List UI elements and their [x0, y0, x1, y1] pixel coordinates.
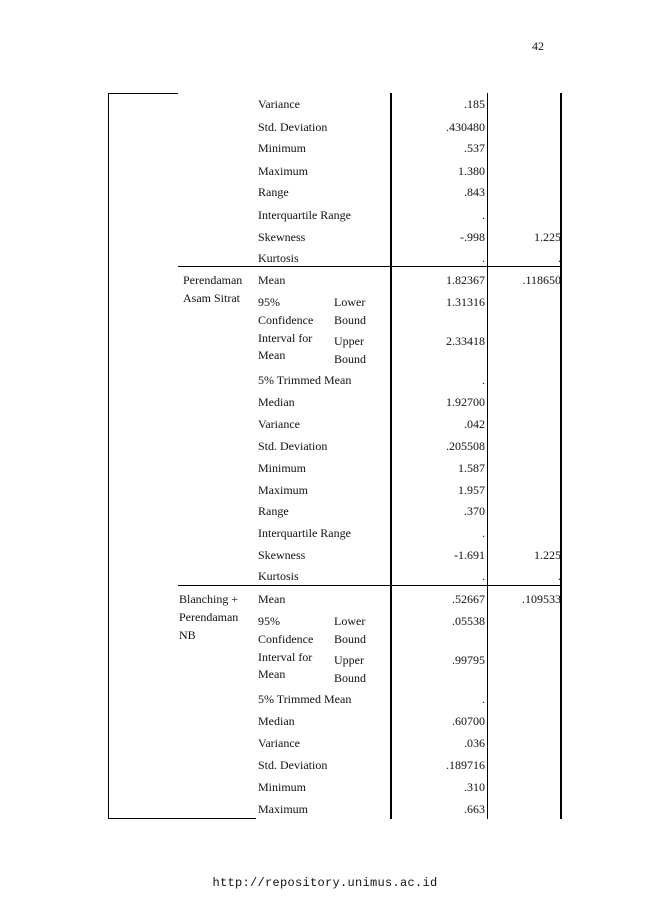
stat-value: 1.380 [458, 164, 485, 178]
stat-value: .042 [464, 417, 485, 431]
stat-value: 1.957 [458, 483, 485, 497]
ci-label: 95% [258, 295, 280, 309]
table-top-border [108, 93, 178, 94]
stat-value: 2.33418 [446, 334, 485, 348]
table-bottom-border [108, 818, 256, 819]
stat-value: .05538 [452, 614, 485, 628]
stat-value: .310 [464, 780, 485, 794]
stat-value: .036 [464, 736, 485, 750]
stat-label: Skewness [258, 548, 306, 562]
stat-label: 5% Trimmed Mean [258, 692, 352, 706]
group-label: Blanching + [179, 592, 239, 606]
ci-label: Mean [258, 667, 286, 681]
stat-label: Interquartile Range [258, 208, 351, 222]
table-right-border [560, 93, 562, 819]
ci-label: Mean [258, 348, 286, 362]
stat-value: -.998 [460, 230, 485, 244]
ci-label: Confidence [258, 632, 314, 646]
stat-label: Range [258, 504, 289, 518]
stat-value: .189716 [446, 758, 485, 772]
group-separator-3 [178, 585, 560, 586]
stat-label: Minimum [258, 461, 307, 475]
stat-label: Mean [258, 592, 286, 606]
group-label: NB [179, 628, 196, 642]
std-error-value: .118650 [522, 273, 561, 287]
stat-label: Skewness [258, 230, 306, 244]
ci-bound-label: Bound [334, 313, 367, 327]
stat-label: Kurtosis [258, 569, 299, 583]
stat-label: Variance [258, 97, 300, 111]
stat-label: Mean [258, 273, 286, 287]
stat-label: Kurtosis [258, 251, 299, 265]
stat-value: .99795 [452, 653, 485, 667]
page-number: 42 [532, 39, 544, 53]
stat-label: Variance [258, 417, 300, 431]
value-column-right-border [487, 93, 488, 819]
stat-value: . [482, 569, 485, 583]
stat-label: Maximum [258, 164, 308, 178]
stat-label: Std. Deviation [258, 439, 328, 453]
group-label: Perendaman [183, 273, 243, 287]
ci-bound-label: Lower [334, 614, 366, 628]
stat-value: . [482, 208, 485, 222]
ci-label: Interval for [258, 650, 313, 664]
stat-value: .60700 [452, 714, 485, 728]
stat-value: .663 [464, 802, 485, 816]
stat-value: . [482, 373, 485, 387]
ci-bound-label: Upper [334, 653, 364, 667]
ci-bound-label: Lower [334, 295, 366, 309]
ci-bound-label: Bound [334, 352, 367, 366]
stat-label: Median [258, 714, 295, 728]
std-error-value: .109533 [522, 592, 561, 606]
stat-value: .370 [464, 504, 485, 518]
stat-label: Range [258, 185, 289, 199]
ci-label: 95% [258, 614, 280, 628]
stat-value: . [482, 251, 485, 265]
stat-label: Minimum [258, 141, 307, 155]
stat-value: 1.587 [458, 461, 485, 475]
group-label: Perendaman [179, 610, 239, 624]
stat-label: Std. Deviation [258, 758, 328, 772]
value-column-left-border [390, 93, 392, 819]
ci-label: Interval for [258, 331, 313, 345]
stat-value: 1.92700 [446, 395, 485, 409]
stat-label: Minimum [258, 780, 307, 794]
footer-url: http://repository.unimus.ac.id [212, 876, 438, 890]
stat-value: .430480 [446, 120, 485, 134]
ci-bound-label: Bound [334, 671, 367, 685]
std-error-value: . [558, 569, 561, 583]
stat-label: 5% Trimmed Mean [258, 373, 352, 387]
group-label: Asam Sitrat [183, 291, 240, 305]
stat-value: 1.82367 [446, 273, 485, 287]
std-error-value: 1.225 [534, 230, 561, 244]
ci-label: Confidence [258, 313, 314, 327]
stat-value: .843 [464, 185, 485, 199]
stat-value: . [482, 526, 485, 540]
stat-value: .52667 [452, 592, 485, 606]
stat-value: -1.691 [454, 548, 485, 562]
stat-value: . [482, 692, 485, 706]
ci-bound-label: Upper [334, 334, 364, 348]
stat-value: .537 [464, 141, 485, 155]
stat-label: Maximum [258, 483, 308, 497]
stat-value: 1.31316 [446, 295, 485, 309]
stat-value: .185 [464, 97, 485, 111]
std-error-value: . [558, 251, 561, 265]
stat-value: .205508 [446, 439, 485, 453]
ci-bound-label: Bound [334, 632, 367, 646]
table-left-border [108, 93, 109, 819]
stat-label: Median [258, 395, 295, 409]
stat-label: Maximum [258, 802, 308, 816]
stat-label: Std. Deviation [258, 120, 328, 134]
stat-label: Variance [258, 736, 300, 750]
stat-label: Interquartile Range [258, 526, 351, 540]
descriptive-statistics-table [108, 93, 562, 819]
std-error-value: 1.225 [534, 548, 561, 562]
